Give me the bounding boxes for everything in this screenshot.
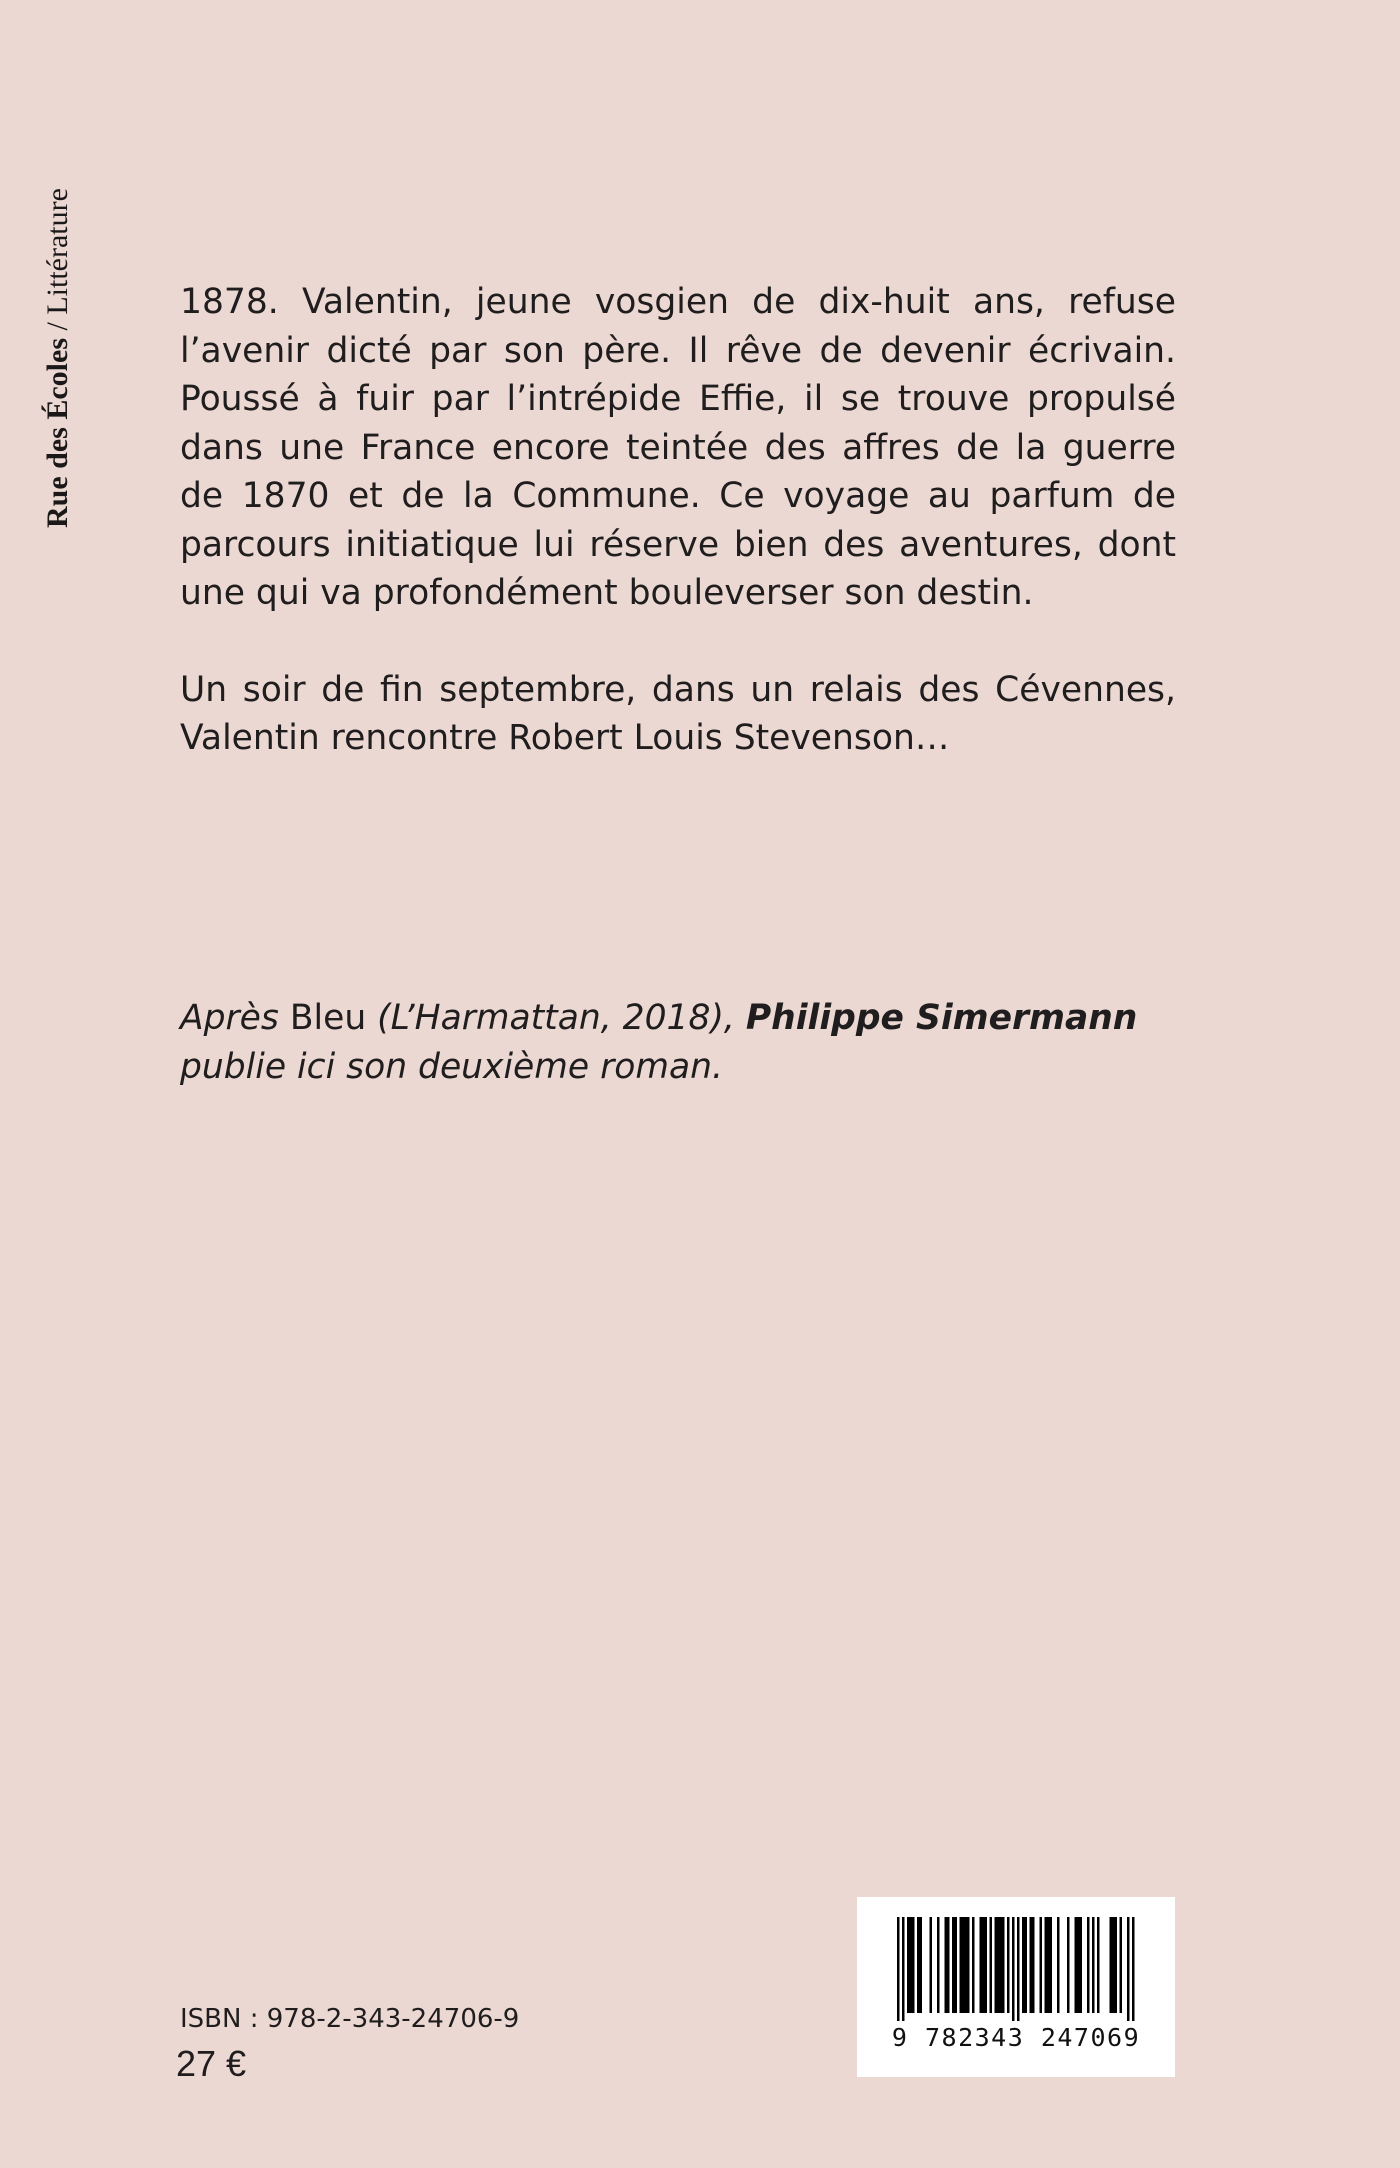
barcode-bar: [912, 1917, 915, 2013]
spine-separator: /: [41, 314, 74, 338]
barcode-bar: [997, 1917, 1000, 2013]
barcode-bar: [937, 1917, 940, 2013]
barcode-bar: [1025, 1917, 1028, 2013]
barcode-bar: [1112, 1917, 1115, 2013]
barcode-bar: [962, 1917, 965, 2013]
barcode-bar: [897, 1917, 900, 2021]
barcode-bar: [945, 1917, 948, 2013]
blurb-paragraph-1: 1878. Valentin, jeune vosgien de dix-huit ans, refuse l’avenir dicté par son père. Il rêve de devenir écrivain. Poussé à fuir par l’intrépide Effie, il se trouve propulsé dans une France encore teintée des affres de la guerre de 1870 et de la Commune. Ce voyage au parfum de parcours initiatique lui réserve bien des aventures, dont une qui va profondément bouleverser son destin.: [180, 282, 1176, 613]
barcode-bar: [1045, 1917, 1048, 2013]
barcode-bar: [955, 1917, 958, 2013]
barcode-bar: [1087, 1917, 1090, 2013]
barcode-bar: [1032, 1917, 1035, 2013]
barcode-bar: [972, 1917, 975, 2013]
barcode-bar: [1030, 1917, 1033, 2013]
book-blurb: [180, 278, 1176, 763]
barcode-bar: [1127, 1917, 1130, 2021]
previous-title: Bleu: [289, 998, 367, 1038]
barcode-bar: [1007, 1917, 1010, 2013]
barcode-bar: [917, 1917, 920, 2013]
author-note: [180, 994, 1180, 1091]
author-note-part-2: (L’Harmattan, 2018),: [366, 998, 746, 1038]
barcode-bar: [920, 1917, 923, 2013]
blurb-paragraph-2: Un soir de fin septembre, dans un relais des Cévennes, Valentin rencontre Robert Louis Stevenson…: [180, 669, 1176, 758]
category-name: Littérature: [41, 188, 74, 315]
barcode-bar: [907, 1917, 910, 2013]
barcode-bar: [1067, 1917, 1070, 2013]
barcode-bar: [1050, 1917, 1053, 2013]
barcode-bar: [965, 1917, 968, 2013]
barcode-bar: [930, 1917, 933, 2013]
barcode-bar: [995, 1917, 998, 2013]
barcode-bar: [902, 1917, 905, 2021]
barcode-bar: [980, 1917, 983, 2013]
barcode-bar: [1017, 1917, 1020, 2021]
barcode-bar: [967, 1917, 970, 2013]
barcode-bar: [960, 1917, 963, 2013]
barcode-bar: [1110, 1917, 1113, 2013]
barcode-bar: [1115, 1917, 1118, 2013]
barcode-bar: [1002, 1917, 1005, 2013]
isbn-number: ISBN : 978-2-343-24706-9: [180, 2004, 520, 2034]
barcode-bar: [1120, 1917, 1123, 2013]
barcode-bar: [1022, 1917, 1025, 2013]
barcode-bar: [1132, 1917, 1135, 2021]
series-name: Rue des Écoles: [41, 338, 74, 528]
barcode-bar: [952, 1917, 955, 2013]
barcode-bar: [1000, 1917, 1003, 2013]
price-label: 27 €: [176, 2043, 247, 2084]
barcode-bar: [1047, 1917, 1050, 2013]
barcode-bar: [982, 1917, 985, 2013]
barcode-bar: [1075, 1917, 1078, 2013]
barcode-bar: [1040, 1917, 1043, 2013]
barcode-bar: [1092, 1917, 1095, 2013]
spine-label: [38, 68, 78, 528]
barcode-bar: [985, 1917, 988, 2013]
barcode-bar: [910, 1917, 913, 2013]
barcode-icon: [897, 1917, 1135, 2021]
author-name: Philippe Simermann: [745, 998, 1138, 1038]
barcode-bar: [1077, 1917, 1080, 2013]
author-note-part-3: publie ici son deuxième roman.: [180, 1046, 723, 1087]
barcode-bar: [1097, 1917, 1100, 2013]
barcode-digits: 9 782343 247069: [891, 2023, 1141, 2052]
barcode-bar: [947, 1917, 950, 2013]
barcode: [857, 1897, 1175, 2077]
barcode-bar: [990, 1917, 993, 2013]
author-note-part-1: Après: [180, 998, 290, 1038]
barcode-bar: [1057, 1917, 1060, 2013]
barcode-bar: [1012, 1917, 1015, 2021]
barcode-bar: [1080, 1917, 1083, 2013]
